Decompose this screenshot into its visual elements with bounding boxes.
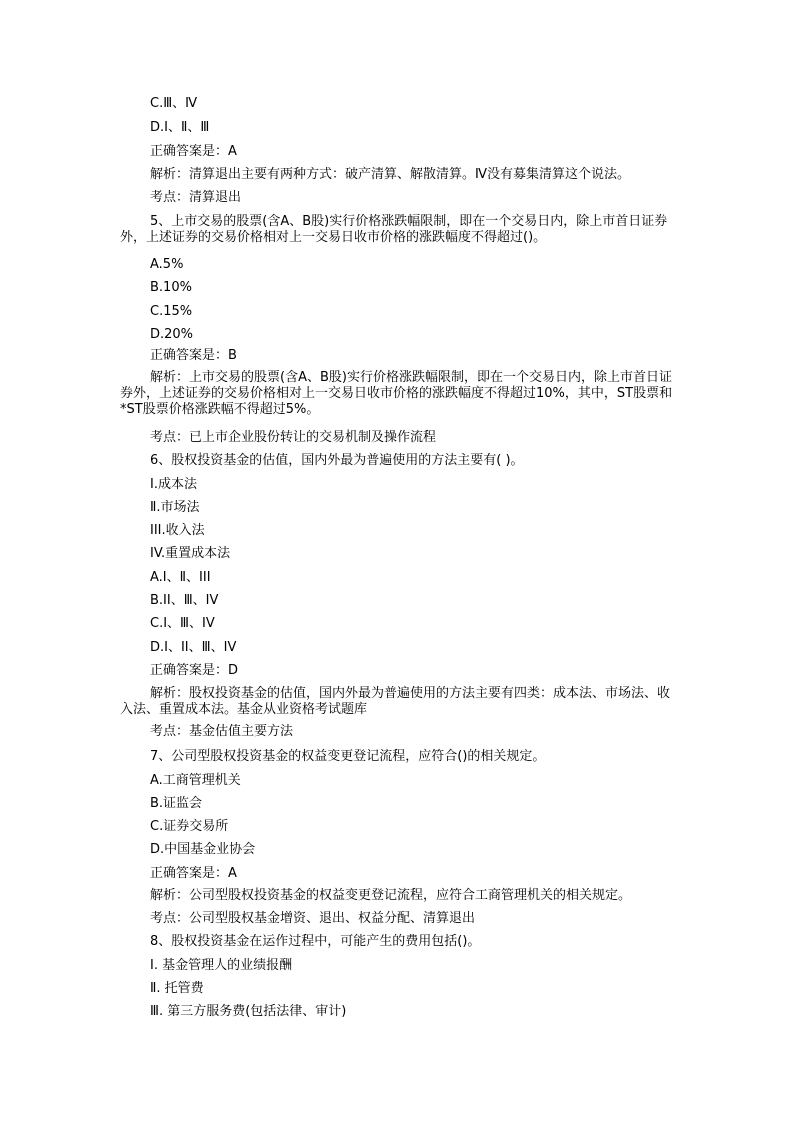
option-a: A.工商管理机关 bbox=[150, 773, 241, 788]
item-ii: Ⅱ. 托管费 bbox=[150, 981, 204, 996]
key-point: 考点：清算退出 bbox=[150, 190, 242, 205]
question-7: 7、公司型股权投资基金的权益变更登记流程，应符合()的相关规定。 bbox=[150, 749, 546, 764]
question-5: 5、上市交易的股票(含A、B股)实行价格涨跌幅限制，即在一个交易日内，除上市首日证券外，上述证券的交易价格相对上一交易日收市价格的涨跌幅度不得超过()。 bbox=[120, 214, 668, 245]
option-a: A.I、Ⅱ、III bbox=[150, 570, 211, 585]
option-c: C.Ⅲ、Ⅳ bbox=[150, 96, 198, 111]
explanation: 解析：公司型股权投资基金的权益变更登记流程，应符合工商管理机关的相关规定。 bbox=[150, 888, 632, 903]
item-iii: III.收入法 bbox=[150, 523, 205, 538]
explanation: 解析：清算退出主要有两种方式：破产清算、解散清算。Ⅳ没有募集清算这个说法。 bbox=[150, 167, 630, 182]
item-i: Ⅰ. 基金管理人的业绩报酬 bbox=[150, 958, 293, 973]
correct-answer: 正确答案是：D bbox=[150, 663, 239, 678]
item-iv: IV.重置成本法 bbox=[150, 546, 231, 561]
option-b: B.10% bbox=[150, 280, 192, 295]
option-d: D.20% bbox=[150, 327, 194, 342]
explanation: 解析：上市交易的股票(含A、B股)实行价格涨跌幅限制，即在一个交易日内，除上市首日证券外，上述证券的交易价格相对上一交易日收市价格的涨跌幅度不得超过10%，其中，ST股票和*ST股票价格涨跌幅不得超过5%。 bbox=[120, 370, 673, 417]
option-c: C.I、Ⅲ、IV bbox=[150, 616, 215, 631]
explanation: 解析：股权投资基金的估值，国内外最为普遍使用的方法主要有四类：成本法、市场法、收入法、重置成本法。基金从业资格考试题库 bbox=[120, 686, 671, 717]
key-point: 考点：公司型股权基金增资、退出、权益分配、清算退出 bbox=[150, 911, 476, 926]
option-d: D.中国基金业协会 bbox=[150, 842, 256, 857]
correct-answer: 正确答案是：B bbox=[150, 348, 237, 363]
question-6: 6、股权投资基金的估值，国内外最为普遍使用的方法主要有( )。 bbox=[150, 453, 524, 468]
option-c: C.15% bbox=[150, 304, 193, 319]
item-i: Ⅰ.成本法 bbox=[150, 477, 197, 492]
item-ii: Ⅱ.市场法 bbox=[150, 500, 200, 515]
correct-answer: 正确答案是：A bbox=[150, 144, 237, 159]
option-d: D.Ⅰ、Ⅱ、Ⅲ bbox=[150, 120, 210, 135]
correct-answer: 正确答案是：A bbox=[150, 866, 237, 881]
question-8: 8、股权投资基金在运作过程中，可能产生的费用包括()。 bbox=[150, 934, 481, 949]
option-c: C.证券交易所 bbox=[150, 819, 229, 834]
item-iii: Ⅲ. 第三方服务费(包括法律、审计) bbox=[150, 1004, 347, 1019]
option-a: A.5% bbox=[150, 257, 184, 272]
option-b: B.II、Ⅲ、IV bbox=[150, 593, 219, 608]
option-b: B.证监会 bbox=[150, 796, 203, 811]
key-point: 考点：已上市企业股份转让的交易机制及操作流程 bbox=[150, 430, 437, 445]
key-point: 考点：基金估值主要方法 bbox=[150, 724, 294, 739]
option-d: D.I、II、Ⅲ、IV bbox=[150, 640, 237, 655]
